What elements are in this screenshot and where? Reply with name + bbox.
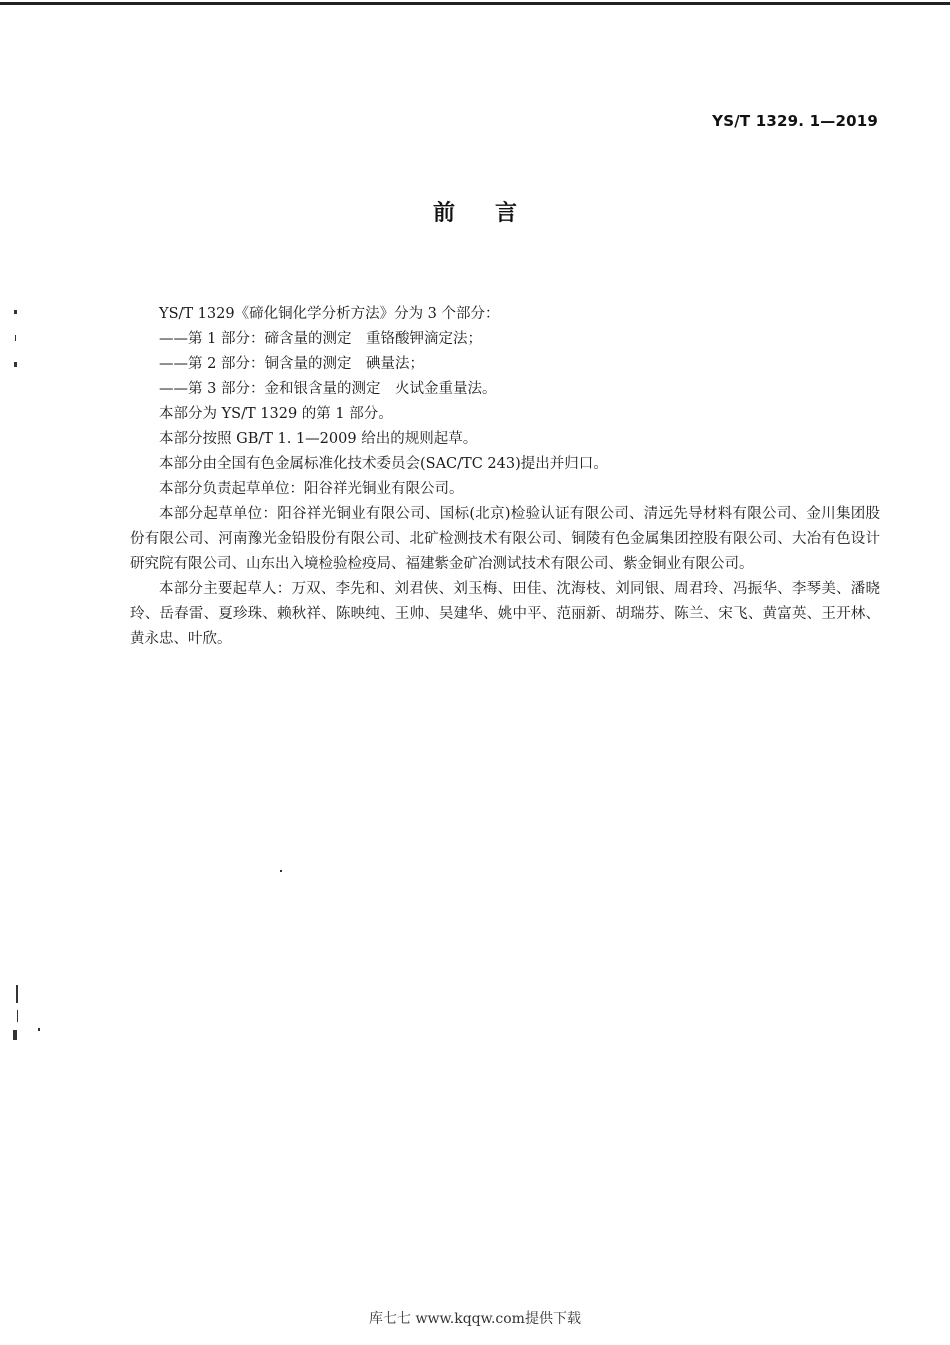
scan-speck xyxy=(16,985,18,1003)
footer-download-note: 库七七 www.kqqw.com提供下载 xyxy=(369,1311,581,1327)
paragraph-part-2: ——第 2 部分：铜含量的测定 碘量法； xyxy=(159,356,424,372)
foreword-body xyxy=(130,302,880,652)
scan-speck xyxy=(14,362,17,367)
paragraph-responsible-unit: 本部分负责起草单位：阳谷祥光铜业有限公司。 xyxy=(159,481,464,497)
scan-speck xyxy=(13,1030,17,1040)
standard-number: YS/T 1329. 1—2019 xyxy=(712,112,878,130)
paragraph-proposed-by: 本部分由全国有色金属标准化技术委员会(SAC/TC 243)提出并归口。 xyxy=(159,456,608,472)
scan-speck xyxy=(14,310,17,314)
paragraph-main-drafters: 本部分主要起草人：万双、李先和、刘君侠、刘玉梅、田佳、沈海枝、刘同银、周君玲、冯振华、李琴美、潘晓玲、岳春雷、夏珍珠、赖秋祥、陈映纯、王帅、吴建华、姚中平、范丽新、胡瑞芬、陈兰、宋飞、黄富英、王开林、黄永忠、叶欣。 xyxy=(130,581,880,647)
paragraph-drafting-units: 本部分起草单位：阳谷祥光铜业有限公司、国标(北京)检验认证有限公司、清远先导材料有限公司、金川集团股份有限公司、河南豫光金铅股份有限公司、北矿检测技术有限公司、铜陵有色金属集团控股有限公司、大冶有色设计研究院有限公司、山东出入境检验检疫局、福建紫金矿冶测试技术有限公司、紫金铜业有限公司。 xyxy=(130,506,880,572)
scan-speck xyxy=(15,335,16,341)
paragraph-part-1: ——第 1 部分：碲含量的测定 重铬酸钾滴定法； xyxy=(159,331,482,347)
scan-speck xyxy=(38,1028,40,1031)
scan-speck xyxy=(17,1010,18,1022)
paragraph-part-3: ——第 3 部分：金和银含量的测定 火试金重量法。 xyxy=(159,381,497,397)
scan-speck xyxy=(280,870,282,872)
paragraph-drafting-rules: 本部分按照 GB/T 1. 1—2009 给出的规则起草。 xyxy=(159,431,478,447)
paragraph-this-part: 本部分为 YS/T 1329 的第 1 部分。 xyxy=(159,406,393,422)
paragraph-parts-intro: YS/T 1329《碲化铜化学分析方法》分为 3 个部分： xyxy=(159,306,500,322)
top-rule xyxy=(0,2,950,5)
page-title: 前言 xyxy=(432,201,557,226)
